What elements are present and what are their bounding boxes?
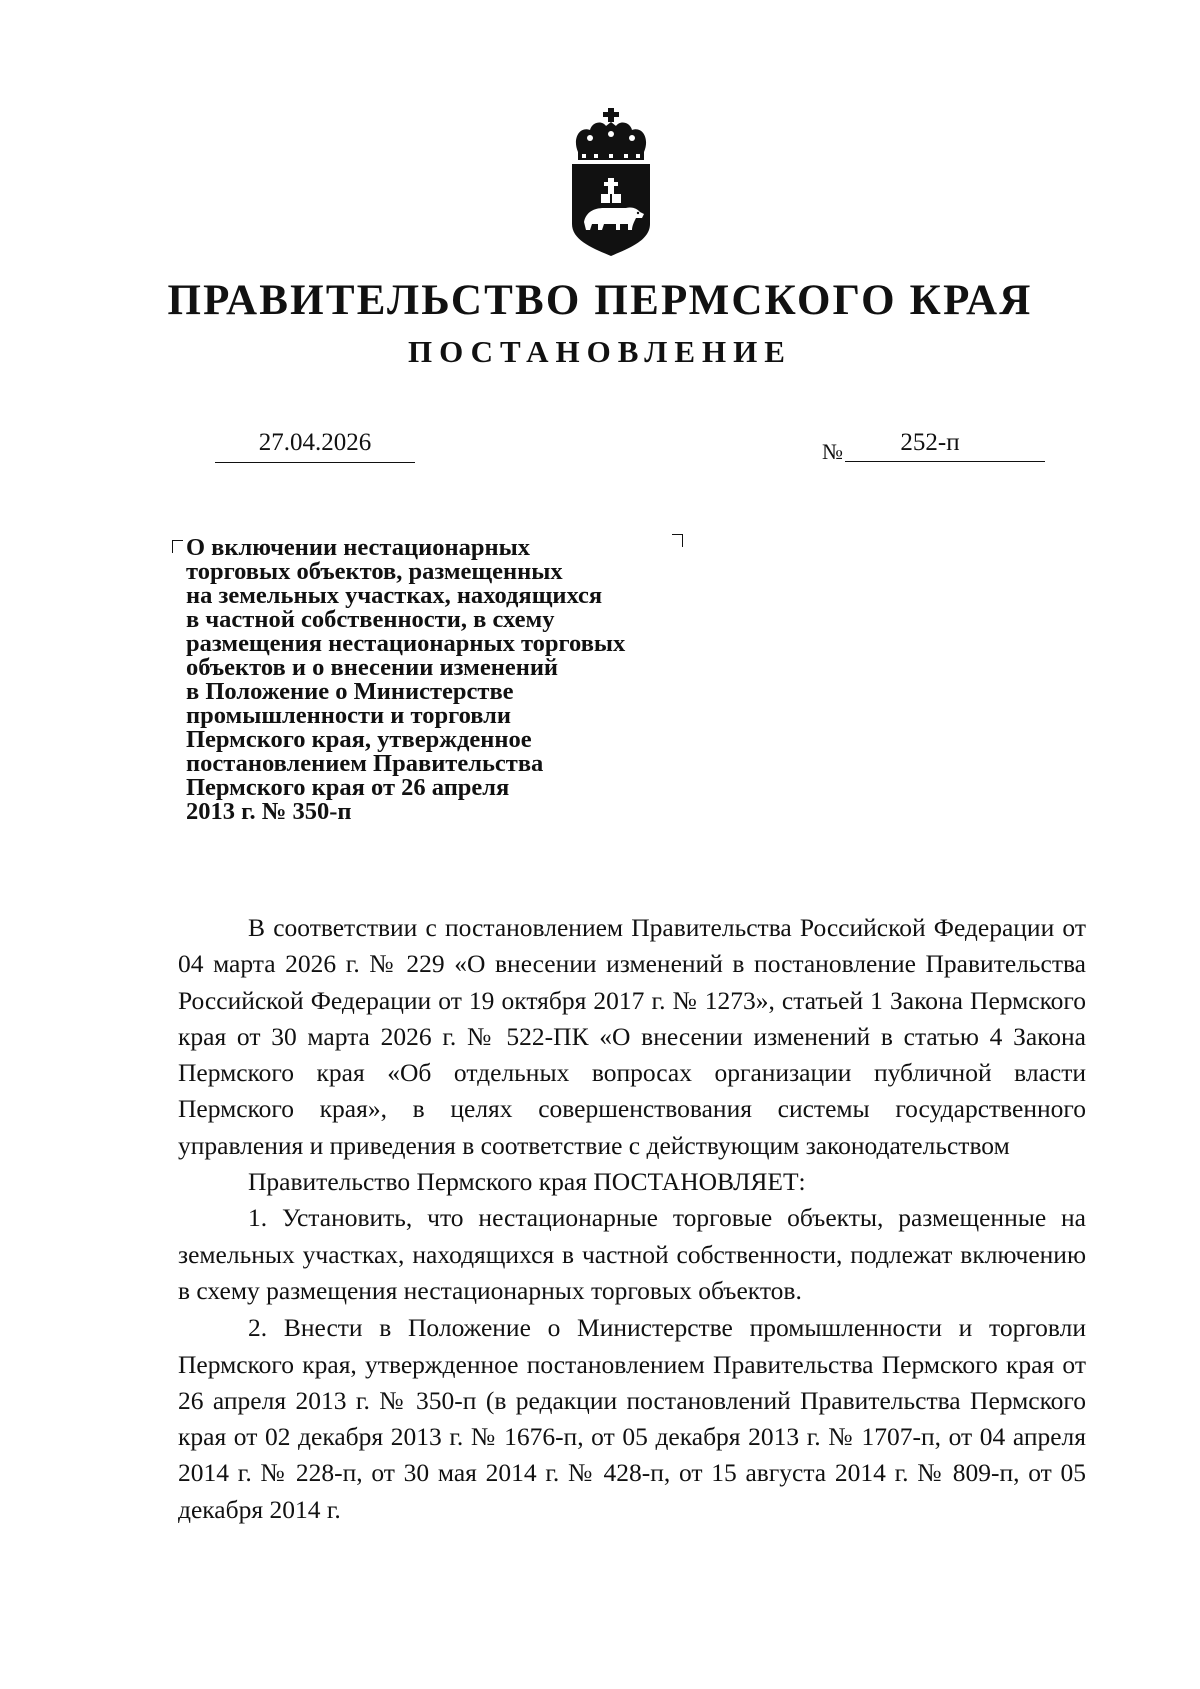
document-type: ПОСТАНОВЛЕНИЕ (408, 334, 792, 369)
item-2-paragraph: 2. Внести в Положение о Министерстве промышленности и торговли Пермского края, утвержденное постановлением Правительства Пермского края от 26 апреля 2013 г. № 350-п (в редакции постановлений Правительства Пермского края от 02 декабря 2013 г. № 1676-п, от 05 декабря 2013 г. № 1707-п, от 04 апреля 2014 г. № 228-п, от 30 мая 2014 г. № 428-п, от 15 августа 2014 г. № 809-п, от 05 декабря 2014 г. (178, 1313, 1086, 1524)
document-number: 252-п (845, 426, 1045, 462)
subject-line: в Положение о Министерстве (186, 678, 514, 705)
preamble-paragraph: В соответствии с постановлением Правительства Российской Федерации от 04 марта 2026 г. № 229 «О внесении изменений в постановление Правительства Российской Федерации от 19 октября 2017 г. № 1273», статьей 1 Закона Пермского края от 30 марта 2026 г. № 522-ПК «О внесении изменений в статью 4 Закона Пермского края «Об отдельных вопросах организации публичной власти Пермского края», в целях совершенствования системы государственного управления и приведения в соответствие с действующим законодательством (178, 913, 1086, 1160)
subject-line: на земельных участках, находящихся (186, 582, 603, 609)
document-date: 27.04.2026 (215, 426, 415, 463)
subject-line: объектов и о внесении изменений (186, 654, 559, 681)
item-1-paragraph: 1. Установить, что нестационарные торговые объекты, размещенные на земельных участках, находящихся в частной собственности, подлежат включению в схему размещения нестационарных торговых объектов. (178, 1203, 1086, 1305)
subject-line: 2013 г. № 350-п (186, 798, 352, 825)
coat-of-arms-icon (568, 108, 654, 258)
subject-line: Пермского края от 26 апреля (186, 774, 510, 801)
subject-line: промышленности и торговли (186, 702, 512, 729)
subject-line: в частной собственности, в схему (186, 606, 555, 633)
subject-line: О включении нестационарных (186, 534, 530, 561)
government-name: ПРАВИТЕЛЬСТВО ПЕРМСКОГО КРАЯ (167, 277, 1033, 324)
document-subject (186, 536, 706, 824)
document-body (178, 910, 1086, 1528)
subject-line: размещения нестационарных торговых (186, 630, 626, 657)
number-label: № (822, 439, 843, 464)
subject-bracket-left (172, 540, 183, 553)
resolves-paragraph: Правительство Пермского края ПОСТАНОВЛЯЕТ: (248, 1167, 806, 1197)
subject-line: Пермского края, утвержденное (186, 726, 532, 753)
subject-line: постановлением Правительства (186, 750, 544, 777)
subject-line: торговых объектов, размещенных (186, 558, 563, 585)
